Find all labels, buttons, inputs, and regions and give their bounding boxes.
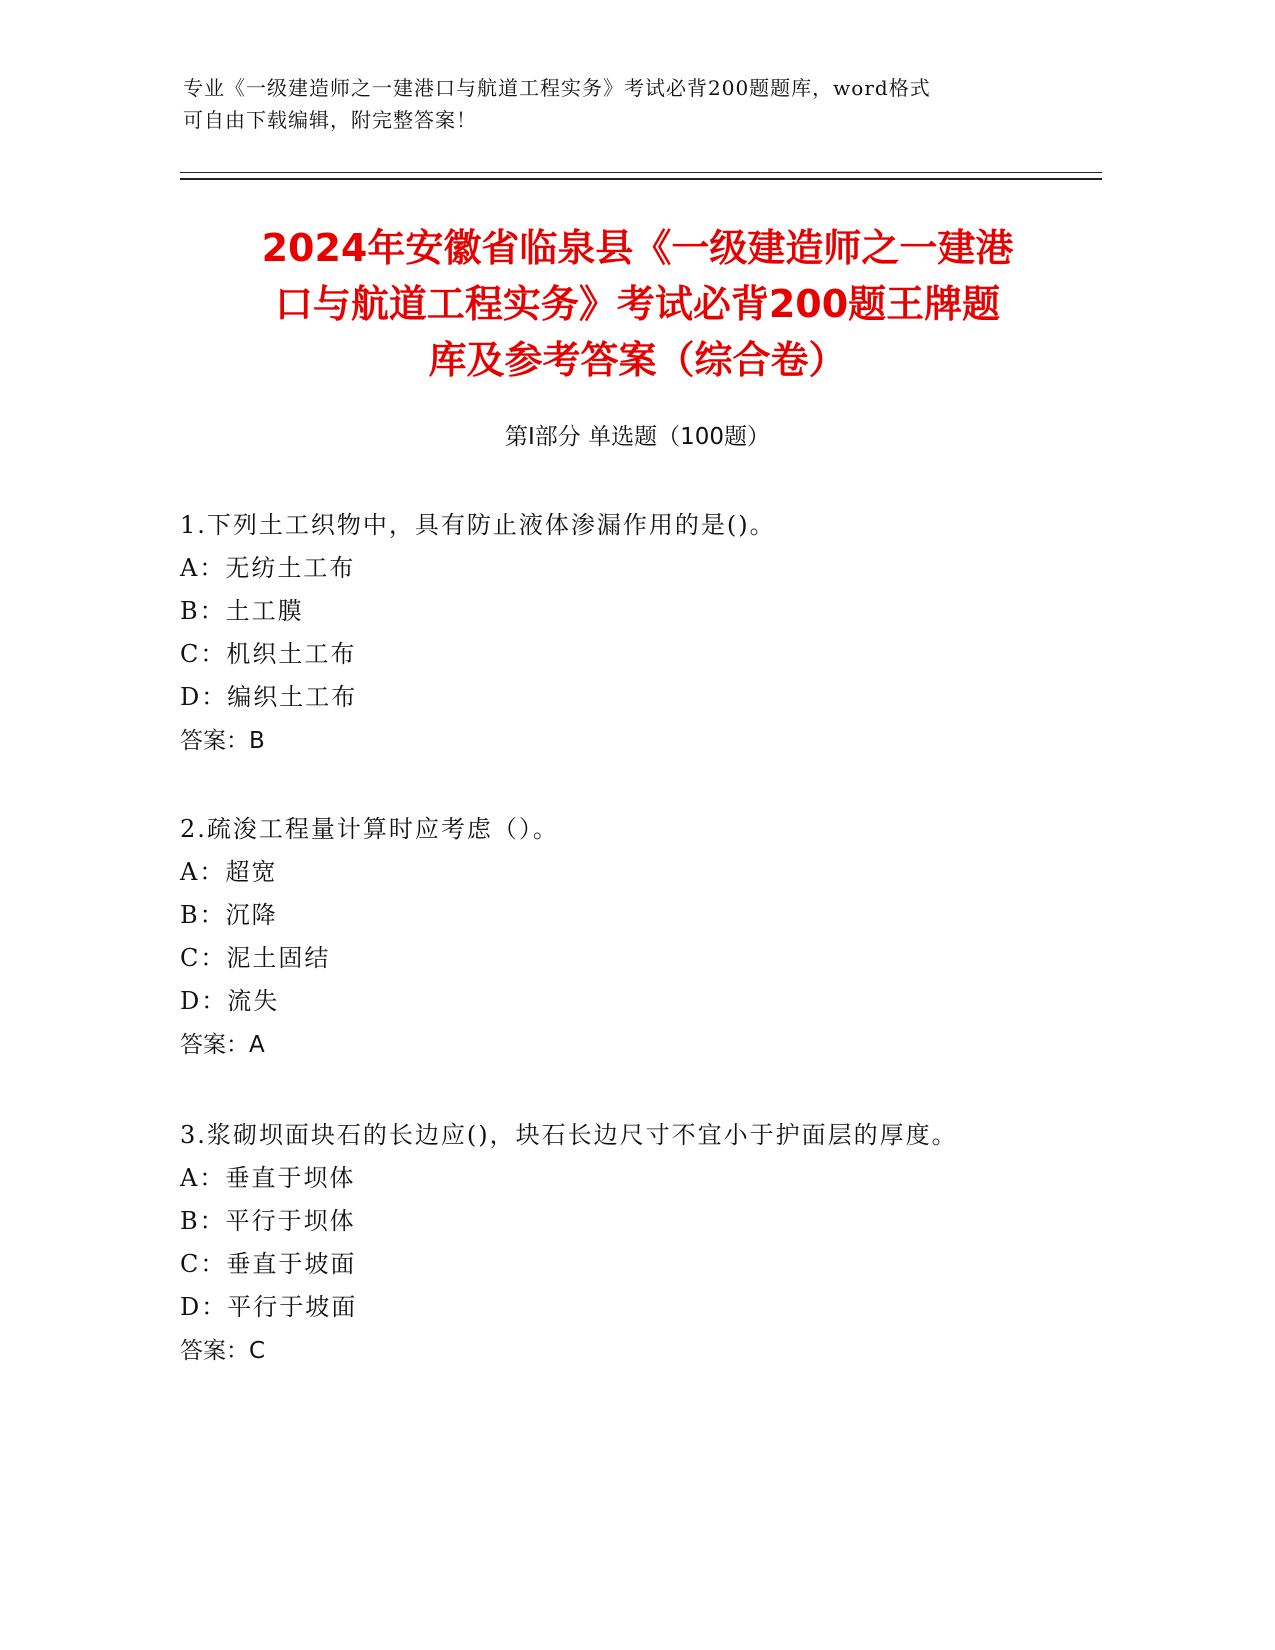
answer: 答案：B <box>180 728 265 754</box>
question-stem: 2.疏浚工程量计算时应考虑（）。 <box>180 815 559 843</box>
option-a: A：超宽 <box>180 858 278 886</box>
answer: 答案：C <box>180 1338 266 1364</box>
option-d: D：平行于坡面 <box>180 1293 358 1321</box>
option-c: C：机织土工布 <box>180 640 357 668</box>
document-title-line-1: 2024年安徽省临泉县《一级建造师之一建港 <box>261 226 1014 270</box>
option-b: B：沉降 <box>180 901 278 929</box>
option-a: A：垂直于坝体 <box>180 1164 356 1192</box>
question-3 <box>180 1114 1080 1373</box>
option-d: D：编织土工布 <box>180 683 358 711</box>
option-b: B：平行于坝体 <box>180 1207 356 1235</box>
option-d: D：流失 <box>180 987 280 1015</box>
header-note-line-2: 可自由下载编辑，附完整答案！ <box>183 108 477 132</box>
header-divider-thin <box>180 172 1102 173</box>
option-a: A：无纺土工布 <box>180 554 356 582</box>
question-stem: 1.下列土工织物中，具有防止液体渗漏作用的是()。 <box>180 511 776 539</box>
header-divider-thick <box>180 178 1102 180</box>
question-1 <box>180 504 1080 763</box>
option-b: B：土工膜 <box>180 597 304 625</box>
document-title <box>150 220 1125 388</box>
question-2 <box>180 808 1080 1067</box>
option-c: C：垂直于坡面 <box>180 1250 357 1278</box>
option-c: C：泥土固结 <box>180 944 331 972</box>
document-title-line-3: 库及参考答案（综合卷） <box>428 338 847 382</box>
header-note-line-1: 专业《一级建造师之一建港口与航道工程实务》考试必背200题题库，word格式 <box>183 76 931 100</box>
question-stem: 3.浆砌坝面块石的长边应()，块石长边尺寸不宜小于护面层的厚度。 <box>180 1121 958 1149</box>
header-note <box>183 72 1063 136</box>
section-title: 第Ⅰ部分 单选题（100题） <box>505 424 770 450</box>
answer: 答案：A <box>180 1032 265 1058</box>
document-title-line-2: 口与航道工程实务》考试必背200题王牌题 <box>274 282 1001 326</box>
